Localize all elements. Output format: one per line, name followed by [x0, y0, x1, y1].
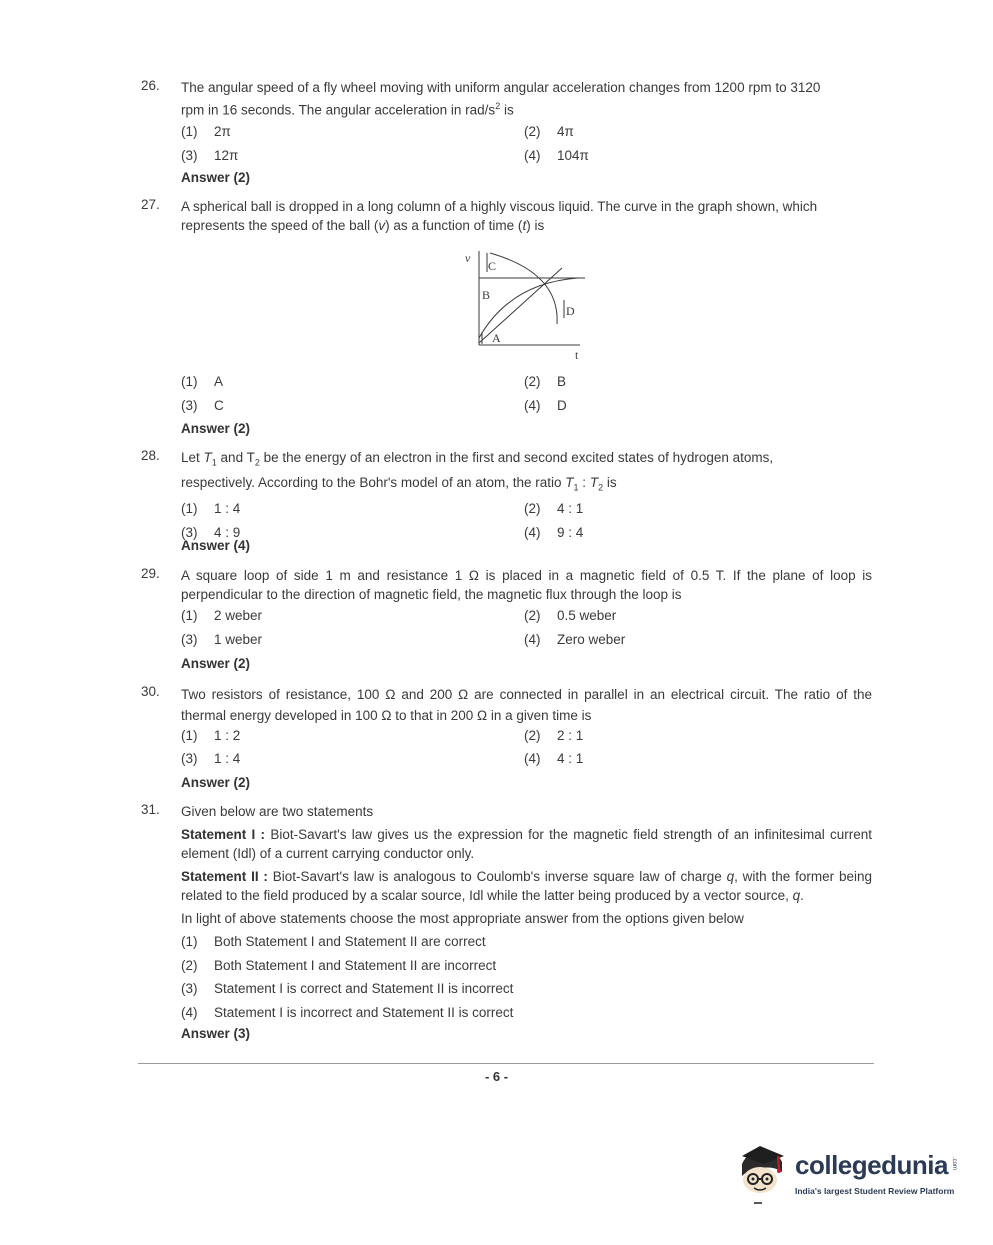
- question-number: 31.: [141, 802, 160, 817]
- option-4: (4) 9 : 4: [524, 525, 584, 541]
- curve-label-a: A: [492, 331, 501, 345]
- footer-divider: [138, 1063, 874, 1064]
- question-number: 30.: [141, 684, 160, 699]
- answer: Answer (2): [181, 775, 251, 790]
- answer: Answer (2): [181, 421, 251, 436]
- statement-1: Statement I : Biot-Savart's law gives us the expression for the magnetic field strength of an infinitesimal current element (Idl) of a current carrying conductor only.: [181, 827, 872, 861]
- question-number: 28.: [141, 448, 160, 463]
- option-1: (1) A: [181, 374, 224, 389]
- option-2: (2) 4π: [524, 123, 574, 139]
- option-1: (1) 2π: [181, 123, 231, 139]
- question-31: [141, 802, 872, 1041]
- brand-tagline: India's largest Student Review Platform: [795, 1186, 955, 1196]
- question-text: A square loop of side 1 m and resistance 1 Ω is placed in a magnetic field of 0.5 T. If the plane of loop is perpendicular to the direction of magnetic field, the magnetic flux through the loop is: [181, 568, 872, 602]
- curve-label-c: C: [488, 259, 497, 273]
- option-3: (3) 1 weber: [181, 632, 263, 647]
- option-4: (4) D: [524, 398, 567, 413]
- question-text: Let $T_1$ and $T_2$ be the energy of an electron in the first and second excited states of hydrogen atoms, respectively. According to the Bohr's model of an atom, the ratio $T_1$ : $T_2$ is: [181, 450, 774, 493]
- curve-label-d: D: [566, 304, 575, 318]
- question-text: A spherical ball is dropped in a long column of a highly viscous liquid. The curve in the graph shown, which represents the speed of the ball (v) as a function of time (t) is: [181, 199, 818, 233]
- option-4: (4) Statement I is incorrect and Statement II is correct: [181, 1004, 514, 1020]
- option-2: (2) B: [524, 374, 567, 389]
- option-2: (2) Both Statement I and Statement II are incorrect: [181, 957, 497, 973]
- answer: Answer (4): [181, 538, 251, 553]
- question-prompt: In light of above statements choose the most appropriate answer from the options given below: [181, 911, 744, 926]
- curve-d-path: [490, 253, 557, 324]
- brand-name: collegedunia: [795, 1150, 948, 1180]
- question-number: 26.: [141, 78, 160, 93]
- page-number: - 6 -: [484, 1069, 509, 1084]
- question-26: [141, 78, 872, 185]
- option-2: (2) 2 : 1: [524, 728, 584, 743]
- question-number: 29.: [141, 566, 160, 581]
- option-3: (3) 12π: [181, 147, 239, 163]
- option-1: (1) 1 : 2: [181, 728, 241, 743]
- option-3: (3) C: [181, 398, 224, 413]
- statement-2: Statement II : Biot-Savart's law is analogous to Coulomb's inverse square law of charge q, with the former being related to the field produced by a scalar source, Idl while the latter being produced by a vector source, q.: [181, 869, 872, 903]
- question-text: Two resistors of resistance, 100 Ω and 200 Ω are connected in parallel in an electrical circuit. The ratio of the thermal energy developed in 100 Ω to that in 200 Ω in a given time is: [181, 687, 872, 723]
- question-28: [141, 448, 872, 553]
- question-text: The angular speed of a fly wheel moving with uniform angular acceleration changes from 1200 rpm to 3120 rpm in 16 seconds. The angular acceleration in rad/$s^2$ is: [181, 80, 821, 118]
- option-2: (2) 0.5 weber: [524, 608, 617, 623]
- curve-label-b: B: [482, 288, 491, 302]
- option-4: (4) 4 : 1: [524, 751, 584, 766]
- option-1: (1) Both Statement I and Statement II are correct: [181, 934, 486, 949]
- option-4: (4) Zero weber: [524, 632, 626, 647]
- option-1: (1) 1 : 4: [181, 501, 241, 517]
- question-30: [141, 684, 872, 790]
- graph-x-label: t: [575, 348, 579, 362]
- option-3: (3) 4 : 9: [181, 525, 241, 541]
- question-number: 27.: [141, 197, 160, 212]
- answer: Answer (2): [181, 656, 251, 671]
- brand-domain: .com: [951, 1157, 957, 1171]
- question-29: [141, 566, 872, 671]
- option-2: (2) 4 : 1: [524, 501, 584, 517]
- graph-y-label: v: [465, 251, 471, 265]
- option-3: (3) Statement I is correct and Statement II is incorrect: [181, 981, 514, 996]
- option-4: (4) 104π: [524, 147, 589, 163]
- answer: Answer (2): [181, 170, 251, 185]
- option-1: (1) 2 weber: [181, 608, 263, 623]
- question-intro: Given below are two statements: [181, 804, 374, 819]
- speed-time-graph: [460, 248, 595, 366]
- answer: Answer (3): [181, 1026, 251, 1041]
- option-3: (3) 1 : 4: [181, 751, 241, 766]
- question-27: [141, 197, 872, 235]
